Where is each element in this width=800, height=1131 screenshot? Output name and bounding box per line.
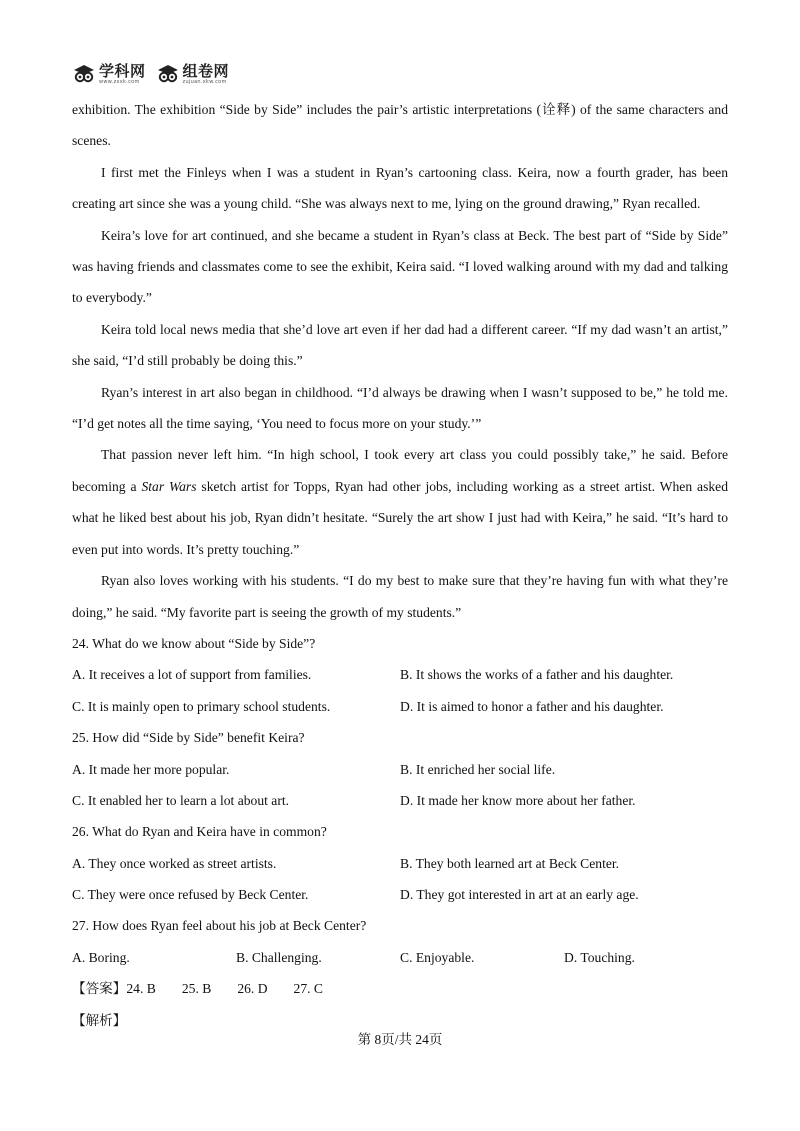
answer-item: 25. B [181, 981, 212, 997]
questions [72, 628, 728, 973]
paragraph [72, 157, 728, 220]
answer-option[interactable]: A. It made her more popular. [72, 761, 230, 777]
text-segment: Ryan’s interest in art also began in childhood. “I’d always be drawing when I wasn’t supposed to be,” he told me. “I’d get notes all the time saying, ‘You need to focus more on your study.’” [72, 384, 728, 432]
text-segment: I first met the Finleys when I was a student in Ryan’s cartooning class. Keira, now a fourth grader, has been creating art since she was a young child. “She was always next to me, lying on the ground drawing,” Ryan recalled. [72, 164, 728, 212]
text-segment: That passion never left him. “In high school, I took every art class you could possibly take,” he said. Before becoming a [72, 447, 728, 494]
logo-url: zujuan.xkw.com [182, 78, 227, 85]
answer-option[interactable]: D. Touching. [564, 949, 635, 965]
text-segment: exhibition. The exhibition “Side by Side” includes the pair’s artistic interpretations (诠释) of the same characters and scenes. [72, 102, 728, 149]
paragraph [72, 439, 728, 565]
answer-option[interactable]: D. It is aimed to honor a father and his daughter. [400, 698, 664, 714]
option-row [72, 691, 728, 722]
owl-logo-icon [156, 63, 180, 85]
answer-option[interactable]: C. It is mainly open to primary school students. [72, 698, 331, 714]
answer-item: 24. B [126, 981, 156, 997]
document-body [72, 94, 728, 1036]
answer-item: 27. C [293, 981, 323, 997]
answer-option[interactable]: A. It receives a lot of support from families. [72, 667, 312, 683]
option-row [72, 785, 728, 816]
owl-logo-icon [72, 63, 96, 85]
logo-xuekewang [72, 63, 146, 85]
logo-zujuanwang [156, 63, 230, 85]
question-stem: 24. What do we know about “Side by Side”? [72, 635, 316, 651]
answer-option[interactable]: C. They were once refused by Beck Center. [72, 887, 309, 903]
logo-name: 学科网 [99, 61, 146, 80]
answer-option[interactable]: D. They got interested in art at an early age. [400, 887, 639, 903]
answer-option[interactable]: B. They both learned art at Beck Center. [400, 855, 620, 871]
text-segment: sketch artist for Topps, Ryan had other jobs, including working as a street artist. When asked what he liked best about his job, Ryan didn’t hesitate. “Surely the art show I just had with Keira,” he said. “It’s hard to even put into words. It’s pretty touching.” [72, 478, 728, 557]
logo-url: www.zxxk.com [99, 78, 140, 85]
question-stem: 26. What do Ryan and Keira have in common? [72, 824, 327, 840]
answer-option[interactable]: B. It enriched her social life. [400, 761, 556, 777]
answer-option[interactable]: B. It shows the works of a father and his daughter. [400, 667, 674, 683]
paragraph [72, 314, 728, 377]
answer-line [72, 973, 728, 1004]
option-row [72, 942, 728, 973]
paragraph [72, 220, 728, 314]
answer-option[interactable]: A. They once worked as street artists. [72, 855, 277, 871]
paragraph [72, 94, 728, 157]
question-stem: 27. How does Ryan feel about his job at Beck Center? [72, 918, 367, 934]
text-segment: Ryan also loves working with his students. “I do my best to make sure that they’re having fun with what they’re doing,” he said. “My favorite part is seeing the growth of my students.” [72, 573, 728, 620]
question-stem: 25. How did “Side by Side” benefit Keira? [72, 730, 305, 746]
answer-option[interactable]: D. It made her know more about her father. [400, 792, 636, 808]
text-segment: Keira told local news media that she’d love art even if her dad had a different career. “If my dad wasn’t an artist,” she said, “I’d still probably be doing this.” [72, 321, 728, 369]
passage [72, 94, 728, 628]
answer-items [126, 981, 349, 996]
answer-label: 【答案】 [72, 981, 127, 997]
page-footer: 第 8页/共 24页 [357, 1032, 443, 1047]
text-segment: Keira’s love for art continued, and she became a student in Ryan’s class at Beck. The best part of “Side by Side” was having friends and classmates come to see the exhibit, Keira said. “I loved walking around with my dad and talking to everybody.” [72, 227, 728, 306]
option-row [72, 754, 728, 785]
logo-name: 组卷网 [182, 61, 230, 80]
answer-option[interactable]: C. It enabled her to learn a lot about art. [72, 792, 290, 808]
answer-option[interactable]: B. Challenging. [236, 949, 322, 965]
answer-option[interactable]: A. Boring. [72, 949, 130, 965]
option-row [72, 879, 728, 910]
analysis-label: 【解析】 [72, 1012, 127, 1028]
header-logos [72, 60, 229, 88]
answer-option[interactable]: C. Enjoyable. [400, 949, 475, 965]
option-row [72, 659, 728, 690]
answer-item: 26. D [237, 981, 268, 997]
paragraph [72, 565, 728, 628]
italic-title: Star Wars [141, 478, 197, 494]
paragraph [72, 377, 728, 440]
option-row [72, 848, 728, 879]
